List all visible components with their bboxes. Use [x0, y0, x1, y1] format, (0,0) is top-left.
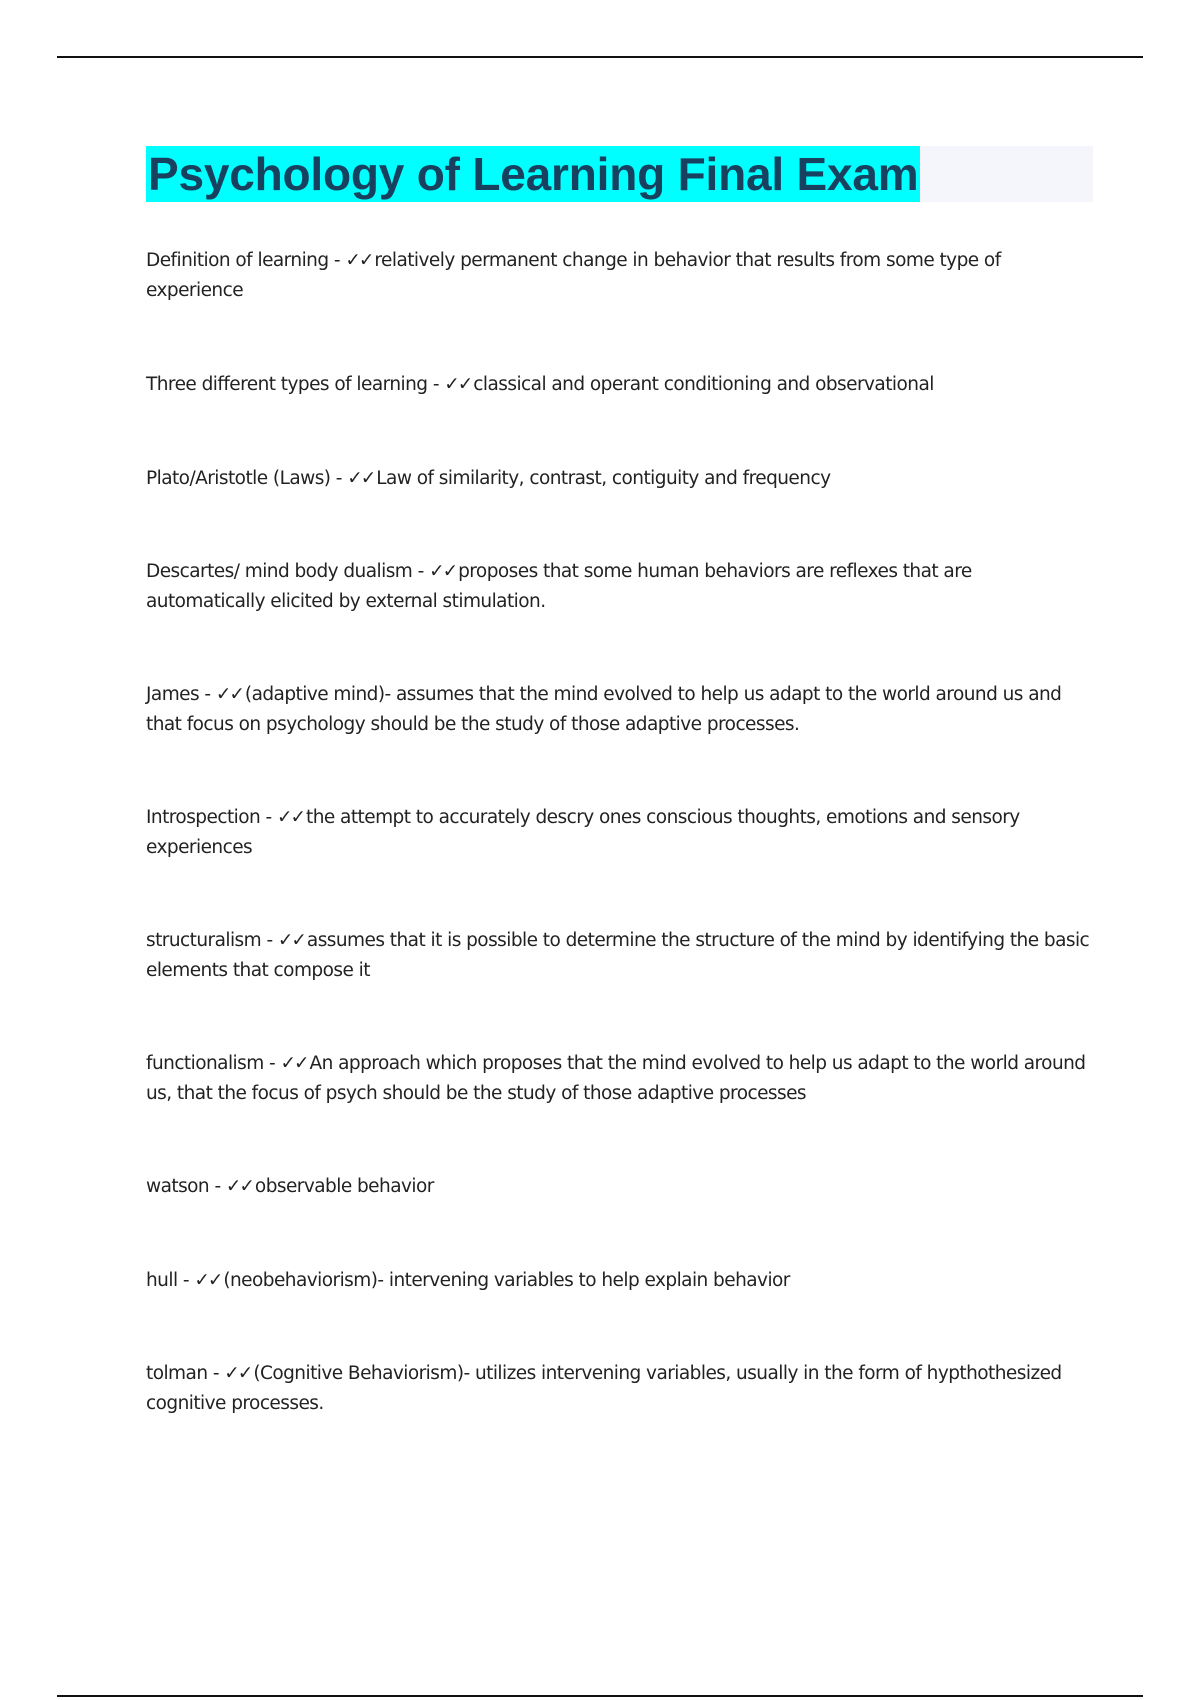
flashcard-item — [146, 803, 1093, 863]
card-definition: (adaptive mind)- assumes that the mind evolved to help us adapt to the world around us and that focus on psychology should be the study of those adaptive processes. — [146, 684, 1062, 735]
page-title: Psychology of Learning Final Exam — [148, 148, 919, 200]
double-check-icon: ✓✓ — [276, 807, 304, 828]
double-check-icon: ✓✓ — [224, 1363, 252, 1384]
card-definition: proposes that some human behaviors are reflexes that are automatically elicited by external stimulation. — [146, 561, 972, 612]
card-separator: - — [177, 1270, 195, 1291]
card-separator: - — [412, 561, 430, 582]
bottom-rule — [57, 1695, 1143, 1697]
card-separator: - — [261, 930, 278, 951]
card-separator: - — [260, 807, 277, 828]
flashcard-item — [146, 1359, 1093, 1419]
card-definition: relatively permanent change in behavior that results from some type of experience — [146, 250, 1001, 301]
card-separator: - — [209, 1176, 226, 1197]
card-term: Introspection — [146, 807, 261, 828]
flashcard-item — [146, 680, 1093, 740]
card-separator: - — [263, 1053, 281, 1074]
card-term: hull — [146, 1270, 178, 1291]
flashcard-item — [146, 926, 1093, 986]
card-definition: An approach which proposes that the mind evolved to help us adapt to the world around us, that the focus of psych should be the study of those adaptive processes — [146, 1053, 1086, 1104]
card-definition: classical and operant conditioning and observational — [473, 374, 934, 395]
card-separator: - — [199, 684, 216, 705]
card-term: James — [146, 684, 200, 705]
double-check-icon: ✓✓ — [215, 684, 243, 705]
card-term: structuralism — [146, 930, 262, 951]
double-check-icon: ✓✓ — [280, 1053, 308, 1074]
double-check-icon: ✓✓ — [347, 468, 375, 489]
card-definition: assumes that it is possible to determine the structure of the mind by identifying the basic elements that compose it — [146, 930, 1090, 981]
double-check-icon: ✓✓ — [345, 250, 373, 271]
card-term: Three different types of learning — [146, 374, 428, 395]
flashcard-item — [146, 370, 1093, 400]
double-check-icon: ✓✓ — [194, 1270, 222, 1291]
title-block — [146, 146, 1093, 202]
double-check-icon: ✓✓ — [444, 374, 472, 395]
card-separator: - — [330, 468, 348, 489]
flashcard-item — [146, 557, 1093, 617]
card-term: tolman — [146, 1363, 208, 1384]
card-term: Descartes/ mind body dualism — [146, 561, 413, 582]
card-term: Plato/Aristotle (Laws) — [146, 468, 331, 489]
card-term: Definition of learning — [146, 250, 329, 271]
flashcard-item — [146, 464, 1093, 494]
card-term: watson — [146, 1176, 210, 1197]
card-definition: Law of similarity, contrast, contiguity and frequency — [376, 468, 831, 489]
card-definition: the attempt to accurately descry ones conscious thoughts, emotions and sensory experiences — [146, 807, 1020, 858]
flashcard-item — [146, 1172, 1093, 1202]
flashcard-item — [146, 1266, 1093, 1296]
card-separator: - — [427, 374, 445, 395]
flashcard-item — [146, 246, 1093, 306]
card-definition: observable behavior — [254, 1176, 434, 1197]
card-term: functionalism — [146, 1053, 264, 1074]
flashcard-item — [146, 1049, 1093, 1109]
top-rule — [57, 56, 1143, 58]
card-separator: - — [328, 250, 346, 271]
double-check-icon: ✓✓ — [225, 1176, 253, 1197]
double-check-icon: ✓✓ — [429, 561, 457, 582]
card-definition: (neobehaviorism)- intervening variables to help explain behavior — [223, 1270, 790, 1291]
card-definition: (Cognitive Behaviorism)- utilizes intervening variables, usually in the form of hypthothesized cognitive processes. — [146, 1363, 1062, 1414]
double-check-icon: ✓✓ — [277, 930, 305, 951]
card-separator: - — [207, 1363, 225, 1384]
